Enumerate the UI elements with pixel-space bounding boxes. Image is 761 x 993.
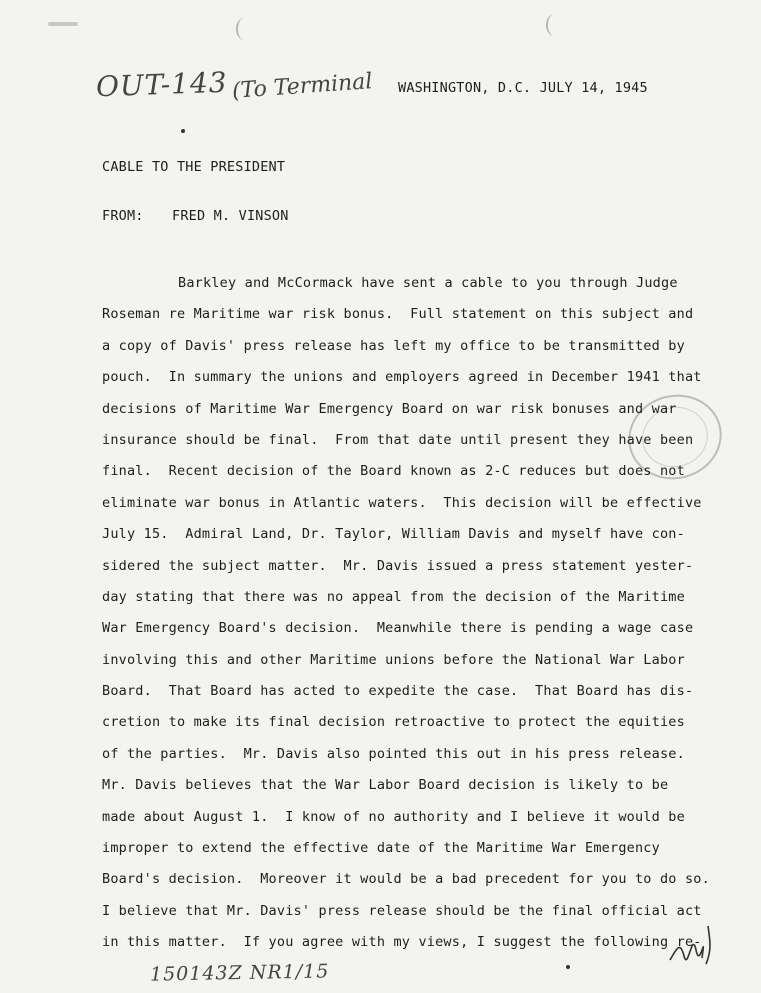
handwritten-initials [662, 920, 722, 968]
punch-hole [236, 18, 252, 40]
body-line: day stating that there was no appeal from the decision of the Maritime [102, 588, 685, 605]
handwritten-note: (To Terminal [231, 69, 374, 104]
body-line: War Emergency Board's decision. Meanwhile there is pending a wage case [102, 620, 694, 637]
dateline: WASHINGTON, D.C. JULY 14, 1945 [398, 80, 648, 96]
body-line: improper to extend the effective date of the Maritime War Emergency [102, 840, 660, 857]
body-line: Board. That Board has acted to expedite the case. That Board has dis- [102, 683, 694, 700]
body-line: I believe that Mr. Davis' press release should be the final official act [102, 902, 702, 919]
body-line: in this matter. If you agree with my views, I suggest the following re- [102, 934, 702, 951]
cable-heading: CABLE TO THE PRESIDENT [102, 159, 286, 175]
body-line: insurance should be final. From that date until present they have been [102, 431, 694, 448]
body-line: Roseman re Maritime war risk bonus. Full statement on this subject and [102, 306, 694, 323]
body-line: decisions of Maritime War Emergency Board on war risk bonuses and war [102, 400, 677, 417]
body-line: involving this and other Maritime unions before the National War Labor [102, 651, 685, 668]
body-line: cretion to make its final decision retroactive to protect the equities [102, 714, 685, 731]
scan-mark [48, 22, 78, 26]
body-line: sidered the subject matter. Mr. Davis issued a press statement yester- [102, 557, 694, 574]
body-line: July 15. Admiral Land, Dr. Taylor, William Davis and myself have con- [102, 526, 685, 543]
body-line: pouch. In summary the unions and employers agreed in December 1941 that [102, 369, 702, 386]
body-text [102, 268, 710, 959]
handwritten-reference: 150143Z NR1/15 [149, 960, 330, 986]
body-line: a copy of Davis' press release has left my office to be transmitted by [102, 337, 685, 354]
body-line: eliminate war bonus in Atlantic waters. This decision will be effective [102, 494, 702, 511]
ink-dot [181, 129, 185, 133]
body-line: made about August 1. I know of no authority and I believe it would be [102, 808, 685, 825]
body-line: of the parties. Mr. Davis also pointed this out in his press release. [102, 745, 685, 762]
from-line [102, 208, 289, 224]
handwritten-number: OUT-143 [95, 65, 229, 104]
ink-dot [566, 965, 570, 969]
punch-hole [546, 14, 562, 36]
body-line: Barkley and McCormack have sent a cable to you through Judge [178, 275, 678, 291]
from-name: FRED M. VINSON [172, 208, 289, 224]
body-line: final. Recent decision of the Board known as 2-C reduces but does not [102, 463, 685, 480]
body-line: Mr. Davis believes that the War Labor Board decision is likely to be [102, 777, 669, 794]
body-line: Board's decision. Moreover it would be a bad precedent for you to do so. [102, 871, 710, 888]
from-label: FROM: [102, 208, 144, 224]
